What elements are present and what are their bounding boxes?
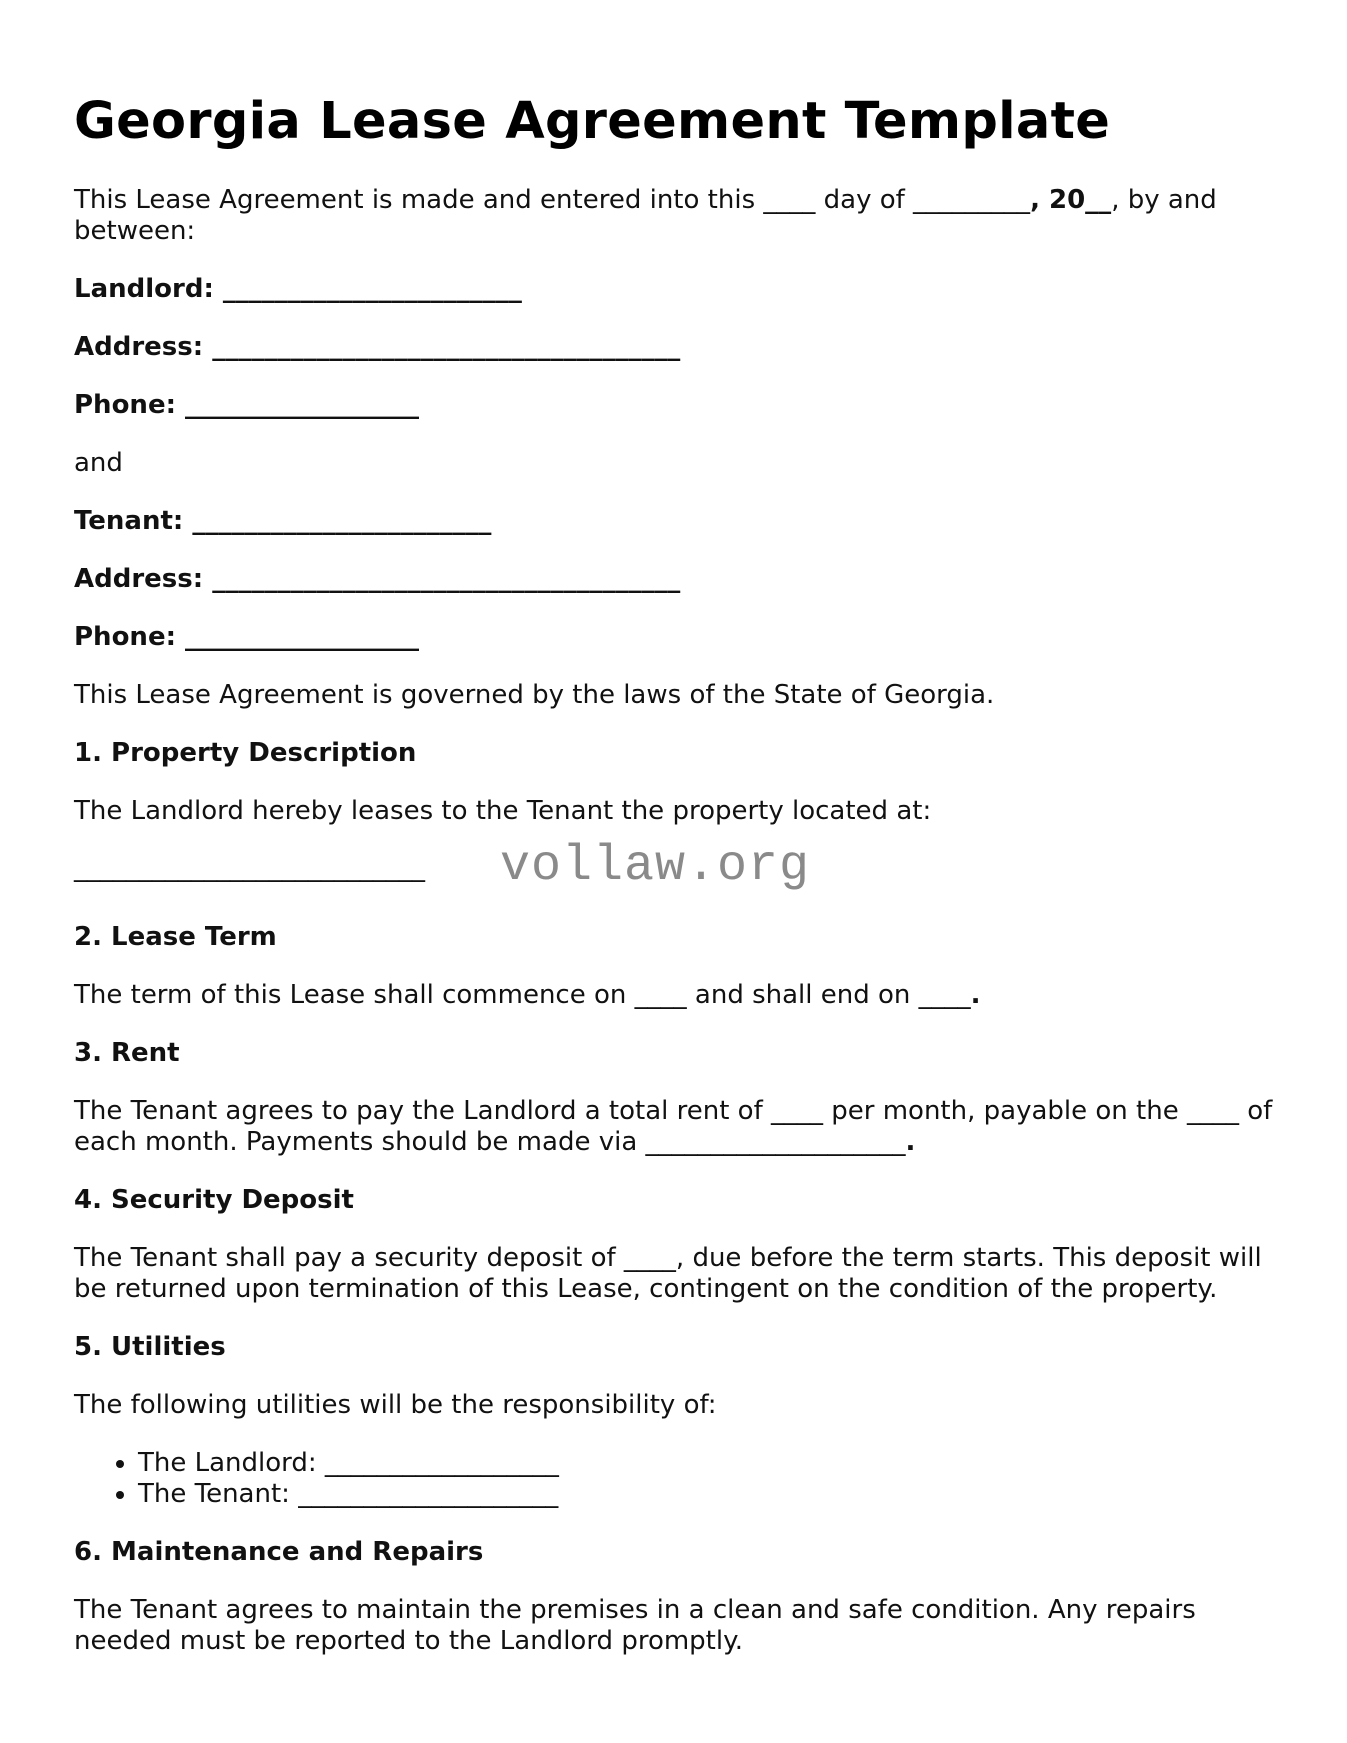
intro-year: , 20__ (1030, 185, 1112, 215)
tenant-name-field: Tenant: _______________________ (74, 506, 492, 536)
section-utilities-heading: 5. Utilities (74, 1332, 226, 1362)
watermark: vollaw.org (500, 838, 811, 895)
list-item: • The Landlord: __________________ (138, 1448, 1274, 1479)
section-rent-heading: 3. Rent (74, 1038, 180, 1068)
utilities-list (74, 1448, 1274, 1510)
section-property-heading: 1. Property Description (74, 738, 417, 768)
intro-paragraph (74, 185, 1274, 247)
landlord-address-field: Address: ____________________________________ (74, 332, 681, 362)
governing-law-text: This Lease Agreement is governed by the laws of the State of Georgia. (74, 680, 995, 710)
section-deposit-text: The Tenant shall pay a security deposit of ____, due before the term starts. This deposit will be returned upon termination of this Lease, contingent on the condition of the property. (74, 1243, 1262, 1304)
section-term-heading: 2. Lease Term (74, 922, 277, 952)
landlord-name-field: Landlord: _______________________ (74, 274, 522, 304)
term-period: . (970, 980, 981, 1010)
term-text: The term of this Lease shall commence on ____ and shall end on ____ (74, 980, 971, 1010)
section-maintenance-text: The Tenant agrees to maintain the premises in a clean and safe condition. Any repairs needed must be reported to the Landlord promptly. (74, 1595, 1196, 1656)
party-connector: and (74, 448, 123, 478)
property-blank-row (74, 839, 1274, 895)
list-item: • The Tenant: ____________________ (138, 1479, 1274, 1510)
document-title: Georgia Lease Agreement Template (74, 92, 1111, 151)
section-term-text (74, 980, 1274, 1011)
section-property-text: The Landlord hereby leases to the Tenant the property located at: (74, 796, 932, 826)
document-page (74, 92, 1274, 1657)
section-deposit-heading: 4. Security Deposit (74, 1185, 354, 1215)
rent-period: . (905, 1127, 916, 1157)
section-rent-text (74, 1096, 1274, 1158)
landlord-phone-field: Phone: __________________ (74, 390, 420, 420)
tenant-phone-field: Phone: __________________ (74, 622, 420, 652)
section-utilities-text: The following utilities will be the responsibility of: (74, 1390, 717, 1420)
tenant-address-field: Address: ____________________________________ (74, 564, 681, 594)
intro-text-a: This Lease Agreement is made and entered into this ____ day of _________ (74, 185, 1031, 215)
rent-text: The Tenant agrees to pay the Landlord a total rent of ____ per month, payable on the ____ of each month. Payments should be made via ____________________ (74, 1096, 1273, 1157)
property-address-blank: ___________________________ (74, 853, 425, 883)
section-maintenance-heading: 6. Maintenance and Repairs (74, 1537, 484, 1567)
intro-text-c: , by and between: (74, 185, 1217, 246)
